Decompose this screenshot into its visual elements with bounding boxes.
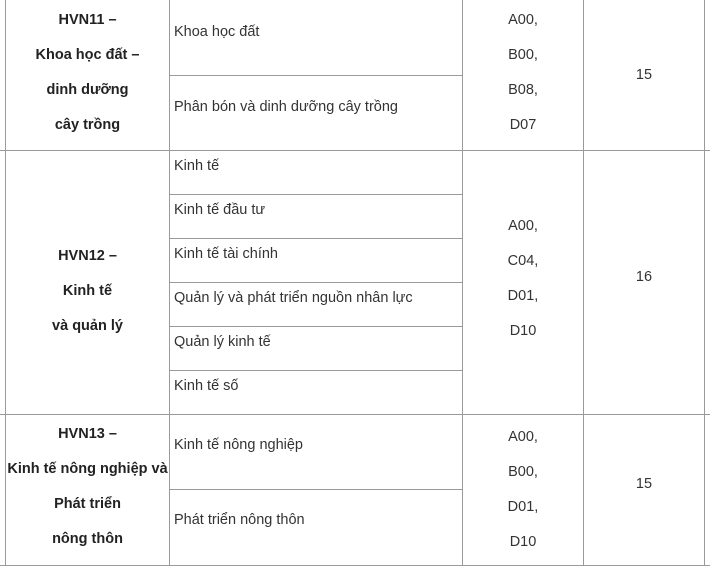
program-code-cell xyxy=(6,151,169,414)
subject-combination: B00, xyxy=(508,47,538,63)
subject-combination: A00, xyxy=(508,12,538,28)
program-code-line: dinh dưỡng xyxy=(46,82,129,98)
major-name: Kinh tế xyxy=(170,151,462,195)
subject-combination: A00, xyxy=(508,429,538,445)
major-name: Kinh tế nông nghiệp xyxy=(170,415,462,490)
subject-combination-cell xyxy=(463,151,583,414)
program-code-cell xyxy=(6,0,169,150)
major-name: Khoa học đất xyxy=(170,0,462,76)
major-name: Phân bón và dinh dưỡng cây trồng xyxy=(174,99,398,115)
program-code-line: cây trồng xyxy=(54,117,121,133)
subject-combination: D10 xyxy=(509,322,537,339)
subject-combination: C04, xyxy=(507,252,539,269)
program-code-line: Khoa học đất – xyxy=(35,47,140,63)
program-code-cell xyxy=(6,415,169,565)
major-name: Kinh tế đầu tư xyxy=(170,195,462,239)
table-row xyxy=(0,0,710,151)
major-name: Kinh tế số xyxy=(174,378,239,394)
program-code-line: nông thôn xyxy=(52,531,123,547)
program-code-line: HVN11 – xyxy=(58,12,117,28)
program-code-line: Phát triển xyxy=(54,496,121,512)
major-name: Quản lý kinh tế xyxy=(170,327,462,371)
subject-combination-cell xyxy=(463,415,583,565)
table-row xyxy=(0,415,710,566)
table-row xyxy=(0,151,710,415)
program-code-line: Kinh tế xyxy=(62,283,113,299)
program-code-line: và quản lý xyxy=(52,318,123,334)
major-name: Quản lý và phát triển nguồn nhân lực xyxy=(170,283,462,327)
subject-combination: B08, xyxy=(508,82,538,98)
subject-combination: D07 xyxy=(509,117,537,133)
subject-combination: B00, xyxy=(508,464,538,480)
subject-combination: A00, xyxy=(508,217,538,234)
major-name: Phát triển nông thôn xyxy=(174,512,305,528)
subject-combination: D01, xyxy=(507,287,539,304)
subject-combination: D01, xyxy=(507,499,539,515)
score-cell: 15 xyxy=(635,476,653,492)
program-code-line: HVN12 – xyxy=(58,248,117,264)
major-name: Kinh tế tài chính xyxy=(170,239,462,283)
program-code-line: Kinh tế nông nghiệp và xyxy=(7,461,168,477)
subject-combination: D10 xyxy=(509,534,537,550)
score-cell: 15 xyxy=(635,67,653,83)
score-cell: 16 xyxy=(635,268,653,285)
subject-combination-cell xyxy=(463,0,583,150)
program-code-line: HVN13 – xyxy=(58,426,117,442)
